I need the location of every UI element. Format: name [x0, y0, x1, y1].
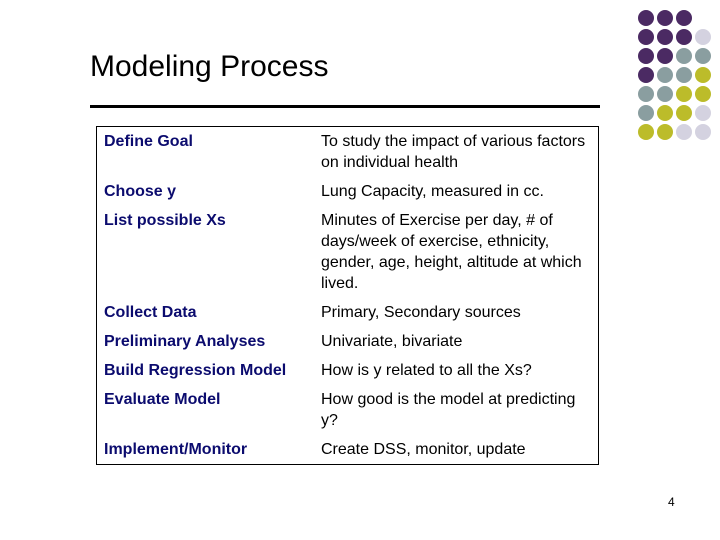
description-cell: Minutes of Exercise per day, # of days/week of exercise, ethnicity, gender, age, height, altitude at which lived. — [321, 212, 582, 292]
step-cell: List possible Xs — [104, 212, 226, 229]
decorative-dot — [657, 29, 673, 45]
decorative-dot — [676, 67, 692, 83]
decorative-dot — [676, 29, 692, 45]
description-cell: Univariate, bivariate — [321, 333, 463, 350]
table-row — [97, 177, 599, 206]
decorative-dot — [657, 10, 673, 26]
table-row — [97, 385, 599, 435]
description-cell: Lung Capacity, measured in cc. — [321, 183, 544, 200]
decorative-dot — [695, 105, 711, 121]
decorative-dot — [638, 67, 654, 83]
decorative-dot — [657, 67, 673, 83]
decorative-dot — [676, 10, 692, 26]
decorative-dot — [638, 86, 654, 102]
step-cell: Define Goal — [104, 133, 193, 150]
description-cell: Primary, Secondary sources — [321, 304, 521, 321]
step-cell: Build Regression Model — [104, 362, 287, 379]
decorative-dot — [638, 105, 654, 121]
description-cell: How good is the model at predicting y? — [321, 391, 576, 429]
modeling-process-table — [96, 126, 599, 465]
decorative-dot — [638, 48, 654, 64]
decorative-dot — [676, 124, 692, 140]
table-row — [97, 356, 599, 385]
step-cell: Choose y — [104, 183, 177, 200]
page-title: Modeling Process — [90, 50, 329, 83]
description-cell: How is y related to all the Xs? — [321, 362, 532, 379]
decorative-dot — [676, 48, 692, 64]
table-row — [97, 435, 599, 465]
description-cell: To study the impact of various factors on individual health — [321, 133, 586, 171]
step-cell: Collect Data — [104, 304, 197, 321]
decorative-dot — [676, 105, 692, 121]
decorative-dot — [657, 86, 673, 102]
description-cell: Create DSS, monitor, update — [321, 441, 526, 458]
table-row — [97, 127, 599, 178]
decorative-dot — [695, 67, 711, 83]
decorative-dot — [695, 86, 711, 102]
table-row — [97, 206, 599, 298]
decorative-dot — [657, 48, 673, 64]
decorative-dot — [638, 10, 654, 26]
table-row — [97, 298, 599, 327]
decorative-dot — [638, 29, 654, 45]
decorative-dot — [695, 29, 711, 45]
step-cell: Evaluate Model — [104, 391, 221, 408]
decorative-dot — [657, 105, 673, 121]
step-cell: Preliminary Analyses — [104, 333, 266, 350]
decorative-dot — [676, 86, 692, 102]
decorative-dot — [695, 124, 711, 140]
step-cell: Implement/Monitor — [104, 441, 248, 458]
decorative-dot — [695, 48, 711, 64]
decorative-dot — [657, 124, 673, 140]
title-underline — [90, 105, 600, 108]
page-number: 4 — [668, 495, 675, 509]
table-row — [97, 327, 599, 356]
decorative-dot — [638, 124, 654, 140]
